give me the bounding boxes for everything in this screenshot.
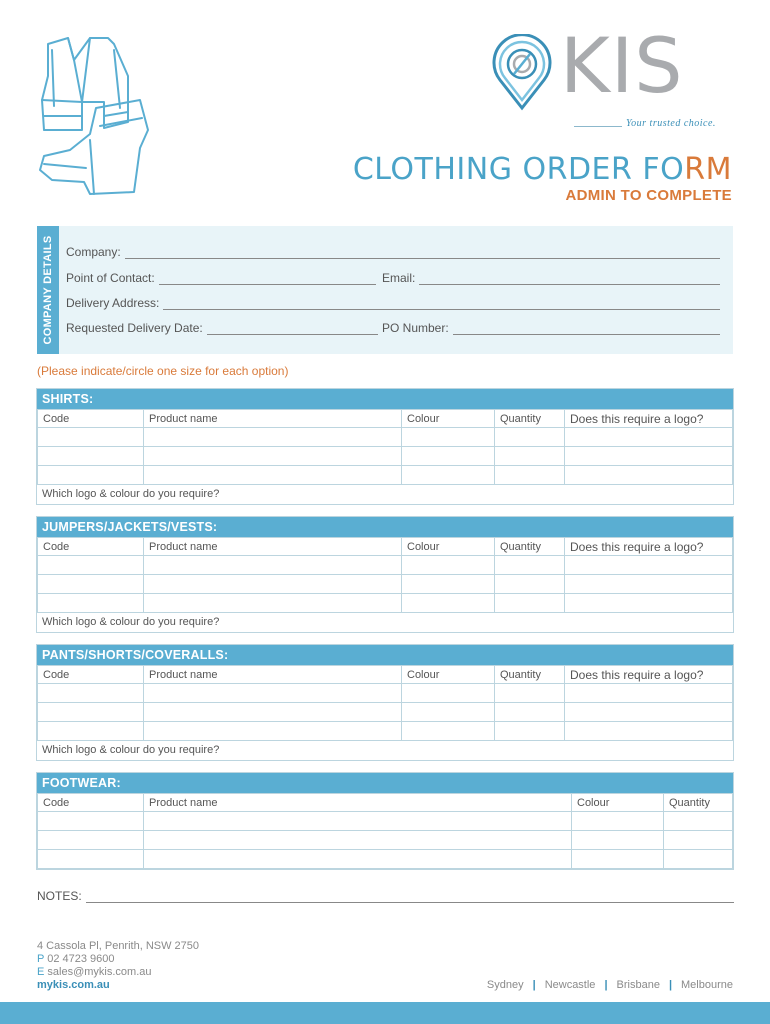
footer-cities <box>487 979 733 991</box>
code-cell[interactable] <box>38 812 144 831</box>
column-header-logo: Does this require a logo? <box>565 410 733 428</box>
tagline: Your trusted choice. <box>626 118 716 129</box>
product-name-cell[interactable] <box>144 703 402 722</box>
pants-shorts-coveralls-section <box>36 644 734 761</box>
table-row <box>38 447 733 466</box>
column-header-product-name: Product name <box>144 538 402 556</box>
column-header-logo: Does this require a logo? <box>565 538 733 556</box>
table-row <box>38 722 733 741</box>
product-name-cell[interactable] <box>144 812 572 831</box>
tagline-divider <box>574 126 622 127</box>
footwear-table <box>37 793 733 869</box>
product-name-cell[interactable] <box>144 575 402 594</box>
column-header-colour: Colour <box>572 794 664 812</box>
logo-colour-question[interactable]: Which logo & colour do you require? <box>42 488 220 500</box>
column-header-quantity: Quantity <box>664 794 733 812</box>
code-cell[interactable] <box>38 466 144 485</box>
footer-email-link[interactable]: sales@mykis.com.au <box>47 966 152 978</box>
column-header-code: Code <box>38 538 144 556</box>
quantity-cell[interactable] <box>664 831 733 850</box>
point-of-contact-field[interactable] <box>66 271 376 285</box>
product-name-cell[interactable] <box>144 556 402 575</box>
city-separator: | <box>668 979 673 991</box>
quantity-cell[interactable] <box>495 703 565 722</box>
table-row <box>38 594 733 613</box>
company-label: Company: <box>66 245 121 259</box>
po-number-field[interactable] <box>382 321 720 335</box>
logo-colour-question[interactable]: Which logo & colour do you require? <box>42 744 220 756</box>
form-title-part1: CLOTHING ORDER FO <box>352 152 685 187</box>
colour-cell[interactable] <box>402 428 495 447</box>
table-row <box>38 850 733 869</box>
table-row <box>38 684 733 703</box>
column-header-colour: Colour <box>402 666 495 684</box>
quantity-cell[interactable] <box>495 684 565 703</box>
pants-table <box>37 665 733 741</box>
delivery-address-field[interactable] <box>66 296 720 310</box>
quantity-cell[interactable] <box>495 466 565 485</box>
product-name-cell[interactable] <box>144 428 402 447</box>
shirts-table <box>37 409 733 485</box>
column-header-colour: Colour <box>402 538 495 556</box>
colour-cell[interactable] <box>572 812 664 831</box>
logo-cell[interactable] <box>565 556 733 575</box>
quantity-cell[interactable] <box>664 812 733 831</box>
product-name-cell[interactable] <box>144 850 572 869</box>
logo-cell[interactable] <box>565 447 733 466</box>
form-title <box>353 152 732 187</box>
product-name-cell[interactable] <box>144 447 402 466</box>
section-title: FOOTWEAR: <box>37 773 733 793</box>
quantity-cell[interactable] <box>664 850 733 869</box>
column-header-quantity: Quantity <box>495 410 565 428</box>
table-header-row <box>38 666 733 684</box>
footwear-section <box>36 772 734 870</box>
company-details-side-label: COMPANY DETAILS <box>37 226 59 354</box>
colour-cell[interactable] <box>402 594 495 613</box>
notes-field[interactable] <box>37 889 734 903</box>
table-row <box>38 831 733 850</box>
point-of-contact-label: Point of Contact: <box>66 271 155 285</box>
po-number-input-line[interactable] <box>453 325 720 335</box>
product-name-cell[interactable] <box>144 594 402 613</box>
product-name-cell[interactable] <box>144 722 402 741</box>
table-row <box>38 575 733 594</box>
notes-input-line[interactable] <box>86 893 734 903</box>
table-row <box>38 703 733 722</box>
column-header-product-name: Product name <box>144 666 402 684</box>
size-instruction: (Please indicate/circle one size for each option) <box>37 364 289 378</box>
footer-phone: P 02 4723 9600 <box>37 953 115 965</box>
quantity-cell[interactable] <box>495 556 565 575</box>
table-header-row <box>38 794 733 812</box>
logo-colour-question[interactable]: Which logo & colour do you require? <box>42 616 220 628</box>
section-title: PANTS/SHORTS/COVERALLS: <box>37 645 733 665</box>
jumpers-table <box>37 537 733 613</box>
city-separator: | <box>532 979 536 991</box>
colour-cell[interactable] <box>402 447 495 466</box>
city-melbourne: Melbourne <box>681 979 733 991</box>
requested-delivery-date-label: Requested Delivery Date: <box>66 321 203 335</box>
logo-cell[interactable] <box>565 594 733 613</box>
table-header-row <box>38 410 733 428</box>
company-details-panel <box>37 226 733 354</box>
email-label: Email: <box>382 271 416 285</box>
logo-cell[interactable] <box>565 684 733 703</box>
company-input-line[interactable] <box>125 249 720 259</box>
section-title: SHIRTS: <box>37 389 733 409</box>
city-sydney: Sydney <box>486 979 524 991</box>
quantity-cell[interactable] <box>495 428 565 447</box>
email-field[interactable] <box>382 271 720 285</box>
column-header-product-name: Product name <box>144 794 572 812</box>
footer-website-link[interactable]: mykis.com.au <box>37 979 110 991</box>
code-cell[interactable] <box>38 594 144 613</box>
table-row <box>38 556 733 575</box>
requested-delivery-date-input-line[interactable] <box>207 325 378 335</box>
delivery-address-label: Delivery Address: <box>66 296 160 310</box>
code-cell[interactable] <box>38 722 144 741</box>
code-cell[interactable] <box>38 447 144 466</box>
table-row <box>38 428 733 447</box>
section-title: JUMPERS/JACKETS/VESTS: <box>37 517 733 537</box>
quantity-cell[interactable] <box>495 575 565 594</box>
delivery-address-input-line[interactable] <box>163 300 720 310</box>
code-cell[interactable] <box>38 684 144 703</box>
point-of-contact-input-line[interactable] <box>159 275 376 285</box>
logo-cell[interactable] <box>565 428 733 447</box>
logo-cell[interactable] <box>565 722 733 741</box>
colour-cell[interactable] <box>402 703 495 722</box>
table-row <box>38 466 733 485</box>
company-field[interactable] <box>66 245 720 259</box>
notes-label: NOTES: <box>37 889 82 903</box>
jumpers-jackets-vests-section <box>36 516 734 633</box>
colour-cell[interactable] <box>402 684 495 703</box>
quantity-cell[interactable] <box>495 722 565 741</box>
quantity-cell[interactable] <box>495 447 565 466</box>
kis-logo <box>492 21 737 134</box>
column-header-code: Code <box>38 794 144 812</box>
po-number-label: PO Number: <box>382 321 449 335</box>
column-header-logo: Does this require a logo? <box>565 666 733 684</box>
footer-bar <box>0 1002 770 1024</box>
quantity-cell[interactable] <box>495 594 565 613</box>
column-header-code: Code <box>38 666 144 684</box>
product-name-cell[interactable] <box>144 831 572 850</box>
code-cell[interactable] <box>38 831 144 850</box>
kis-logo-mark-icon <box>492 34 552 112</box>
code-cell[interactable] <box>38 850 144 869</box>
footer-address: 4 Cassola Pl, Penrith, NSW 2750 <box>37 940 200 952</box>
form-subtitle: ADMIN TO COMPLETE <box>565 187 732 204</box>
code-cell[interactable] <box>38 575 144 594</box>
colour-cell[interactable] <box>402 722 495 741</box>
colour-cell[interactable] <box>402 466 495 485</box>
colour-cell[interactable] <box>572 831 664 850</box>
requested-delivery-date-field[interactable] <box>66 321 378 335</box>
logo-cell[interactable] <box>565 703 733 722</box>
colour-cell[interactable] <box>402 575 495 594</box>
column-header-colour: Colour <box>402 410 495 428</box>
footer-contact <box>37 940 199 992</box>
logo-cell[interactable] <box>565 466 733 485</box>
column-header-product-name: Product name <box>144 410 402 428</box>
code-cell[interactable] <box>38 428 144 447</box>
email-input-line[interactable] <box>419 275 720 285</box>
kis-wordmark: KIS <box>560 21 684 110</box>
city-separator: | <box>604 979 608 991</box>
city-newcastle: Newcastle <box>544 979 596 991</box>
colour-cell[interactable] <box>572 850 664 869</box>
product-name-cell[interactable] <box>144 466 402 485</box>
form-title-part2: RM <box>684 152 732 187</box>
product-name-cell[interactable] <box>144 684 402 703</box>
column-header-code: Code <box>38 410 144 428</box>
column-header-quantity: Quantity <box>495 666 565 684</box>
colour-cell[interactable] <box>402 556 495 575</box>
column-header-quantity: Quantity <box>495 538 565 556</box>
city-brisbane: Brisbane <box>616 979 660 991</box>
table-row <box>38 812 733 831</box>
logo-cell[interactable] <box>565 575 733 594</box>
code-cell[interactable] <box>38 556 144 575</box>
shirts-section <box>36 388 734 505</box>
hi-vis-vest-and-boot-icon <box>30 30 160 205</box>
code-cell[interactable] <box>38 703 144 722</box>
table-header-row <box>38 538 733 556</box>
footer-email: E sales@mykis.com.au <box>37 966 152 978</box>
